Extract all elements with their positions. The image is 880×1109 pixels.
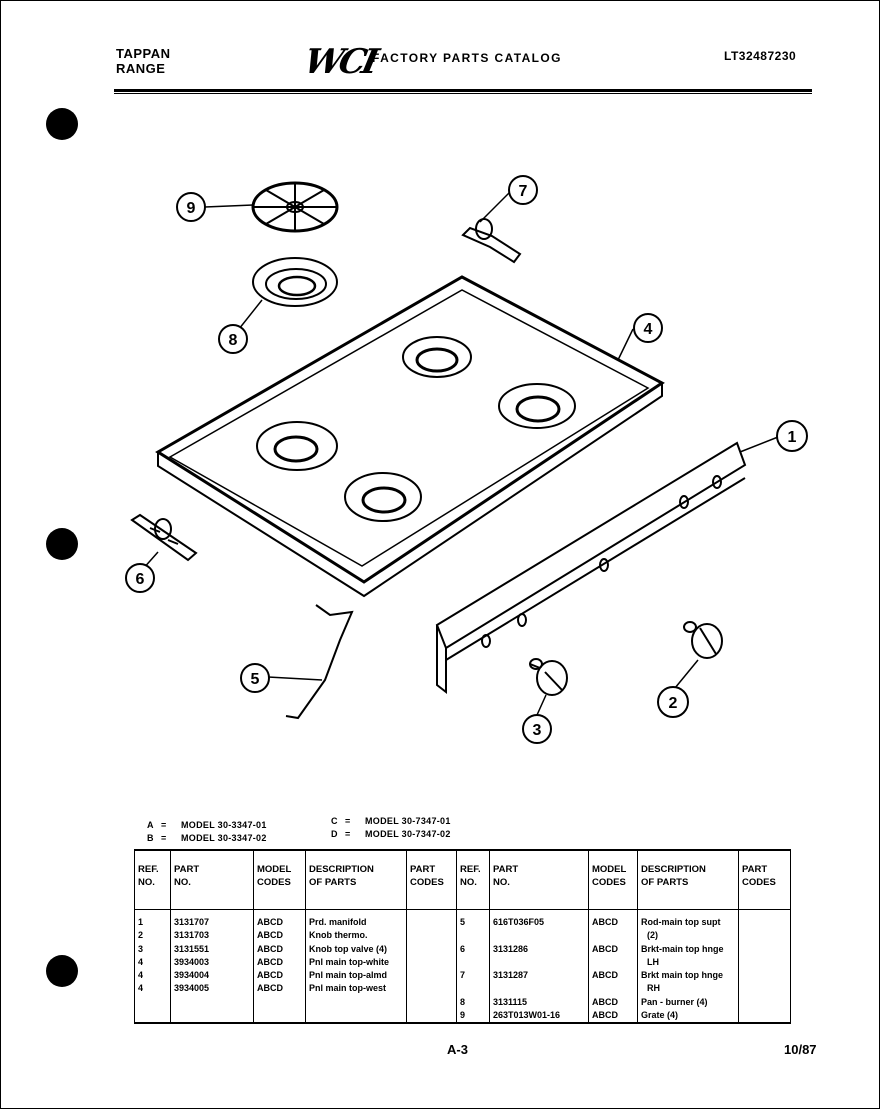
left-part-codes-column [407, 910, 457, 1024]
callout-4 [634, 314, 662, 342]
header-ref-no-2: REF. NO. [457, 850, 490, 910]
brand-line-2: RANGE [116, 61, 166, 76]
table-body-row [135, 910, 791, 1024]
header-model-codes: MODEL CODES [254, 850, 306, 910]
header-part-codes: PART CODES [407, 850, 457, 910]
right-description-column: Rod-main top supt (2) Brkt-main top hnge LH Brkt main top hnge RH Pan - burner (4) Grate (4) [638, 910, 739, 1024]
brand-line-1: TAPPAN [116, 46, 171, 61]
callout-5 [241, 664, 269, 692]
header-part-no: PART NO. [171, 850, 254, 910]
right-part-column: 616T036F05 3131286 3131287 3131115 263T013W01-16 [490, 910, 589, 1024]
header-model-codes-2: MODEL CODES [589, 850, 638, 910]
header-description-2: DESCRIPTION OF PARTS [638, 850, 739, 910]
callout-3 [523, 715, 551, 743]
svg-text:3: 3 [532, 722, 542, 739]
parts-table [134, 849, 791, 1024]
callout-6 [126, 564, 154, 592]
header-ref-no: REF. NO. [135, 850, 171, 910]
header-part-no-2: PART NO. [490, 850, 589, 910]
model-key-a: A = MODEL 30-3347-01 [147, 820, 267, 830]
svg-text:8: 8 [228, 332, 238, 349]
wci-logo: WCI [300, 42, 379, 82]
left-description-column: Prd. manifold Knob thermo. Knob top valve (4) Pnl main top-white Pnl main top-almd Pnl main top-west [306, 910, 407, 1024]
header-description: DESCRIPTION OF PARTS [306, 850, 407, 910]
callout-8 [219, 325, 247, 353]
catalog-number: LT32487230 [724, 49, 797, 63]
catalog-title: FACTORY PARTS CATALOG [372, 51, 562, 65]
right-part-codes-column [739, 910, 791, 1024]
svg-text:6: 6 [135, 571, 145, 588]
hinge-bracket-lh [132, 515, 196, 560]
svg-text:1: 1 [787, 429, 797, 446]
callout-1 [777, 421, 807, 451]
right-model-column: ABCD ABCD ABCD ABCD ABCD [589, 910, 638, 1024]
header-part-codes-2: PART CODES [739, 850, 791, 910]
right-ref-column: 5 6 7 8 9 [457, 910, 490, 1024]
model-key-c: C = MODEL 30-7347-01 [331, 816, 451, 826]
knob-top-valve [530, 659, 567, 695]
model-key-d: D = MODEL 30-7347-02 [331, 829, 451, 839]
callout-9 [177, 193, 205, 221]
hinge-bracket-rh [463, 219, 520, 262]
model-key-b: B = MODEL 30-3347-02 [147, 833, 267, 843]
table-header-row [135, 850, 791, 910]
callout-2 [658, 687, 688, 717]
left-part-column: 3131707 3131703 3131551 3934003 3934004 3934005 [171, 910, 254, 1024]
page-number: A-3 [447, 1042, 468, 1057]
catalog-date: 10/87 [784, 1042, 817, 1057]
support-rod [286, 605, 352, 718]
left-model-column: ABCD ABCD ABCD ABCD ABCD ABCD [254, 910, 306, 1024]
svg-text:5: 5 [250, 671, 260, 688]
callout-7 [509, 176, 537, 204]
binder-hole-bottom [46, 955, 78, 987]
burner-pan [253, 258, 337, 306]
svg-text:7: 7 [518, 183, 528, 200]
svg-text:4: 4 [643, 321, 653, 338]
svg-text:9: 9 [186, 200, 196, 217]
left-ref-column: 1 2 3 4 4 4 [135, 910, 171, 1024]
svg-text:2: 2 [668, 695, 678, 712]
knob-thermo [684, 622, 722, 658]
grate [253, 183, 337, 231]
